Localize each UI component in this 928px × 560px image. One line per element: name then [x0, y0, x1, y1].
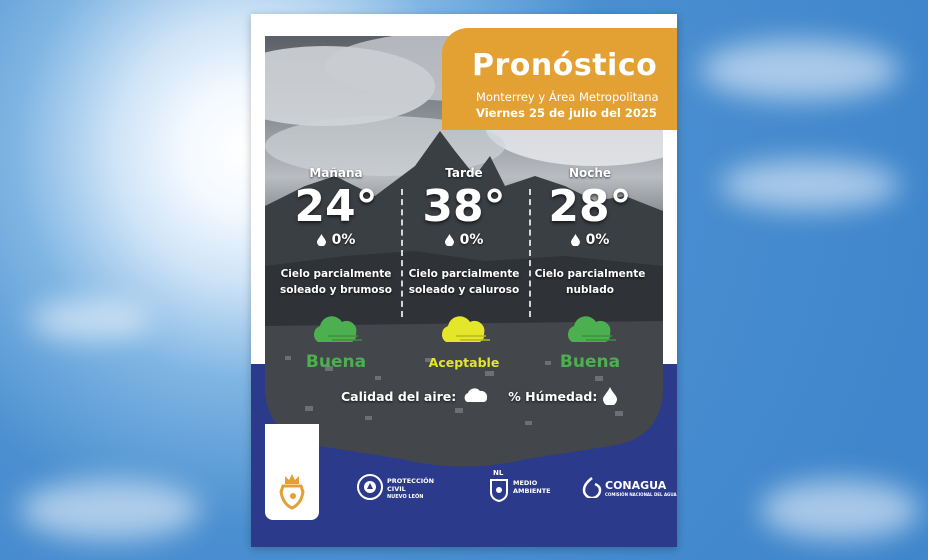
medio-ambiente-shield-icon [490, 478, 508, 502]
water-drop-icon [445, 234, 454, 246]
poster-date: Viernes 25 de julio del 2025 [476, 106, 657, 120]
rain-value: 0% [459, 232, 484, 248]
header-box [442, 28, 677, 130]
proteccion-civil-logo-icon [357, 474, 383, 500]
description-line: Cielo parcialmente [408, 268, 520, 280]
logo-text-line: CIVIL [387, 485, 406, 493]
period-description [271, 266, 401, 298]
air-quality-label: Buena [305, 352, 367, 372]
background-cloud [30, 300, 150, 340]
legend-air-label: Calidad del aire: [341, 388, 457, 404]
period-description [399, 266, 529, 298]
period-name: Mañana [309, 166, 363, 180]
conagua-subtitle: COMISIÓN NACIONAL DEL AGUA [605, 492, 677, 497]
air-cloud-icon [562, 314, 618, 348]
background-cloud [720, 160, 900, 210]
period-column-afternoon [399, 166, 529, 298]
logo-text-line: NUEVO LEÓN [387, 494, 424, 500]
background-cloud [20, 480, 200, 540]
air-quality-label: Buena [559, 352, 621, 372]
air-quality-afternoon [399, 314, 529, 370]
water-drop-icon [317, 234, 326, 246]
air-quality-morning [271, 314, 401, 372]
rain-chance [271, 232, 401, 248]
air-cloud-icon [308, 314, 364, 348]
conagua-text [605, 480, 677, 498]
legend-cloud-icon [462, 387, 490, 405]
background-cloud [760, 480, 920, 540]
poster-subtitle: Monterrey y Área Metropolitana [476, 90, 659, 104]
legend-row [341, 387, 617, 405]
logo-text-line: PROTECCIÓN [387, 477, 435, 485]
conagua-title: CONAGUA [605, 479, 667, 492]
logo-text-line: AMBIENTE [513, 487, 551, 495]
period-column-morning [271, 166, 401, 298]
period-name: Noche [568, 166, 612, 180]
description-line: Cielo parcialmente [280, 268, 392, 280]
legend-humidity-label: % Húmedad: [508, 388, 598, 404]
period-name: Tarde [445, 166, 483, 180]
water-drop-icon [571, 234, 580, 246]
nl-badge: NL [493, 469, 504, 477]
period-temperature: 24° [294, 181, 378, 232]
poster-title: Pronóstico [472, 48, 658, 83]
logo-text-line: MEDIO [513, 479, 538, 487]
description-line: soleado y caluroso [408, 284, 520, 296]
description-line: Cielo parcialmente [534, 268, 646, 280]
rain-chance [525, 232, 655, 248]
conagua-logo-icon [581, 476, 603, 498]
rain-value: 0% [585, 232, 610, 248]
column-divider [401, 189, 403, 317]
description-line: soleado y brumoso [280, 284, 392, 296]
government-logo-tab [265, 424, 319, 520]
forecast-poster [251, 14, 677, 547]
rain-value: 0% [331, 232, 356, 248]
period-temperature: 38° [422, 181, 506, 232]
rain-chance [399, 232, 529, 248]
nuevo-leon-logo-icon [265, 424, 319, 520]
proteccion-civil-text [387, 477, 434, 501]
air-cloud-icon [436, 314, 492, 348]
background-cloud [700, 40, 900, 100]
column-divider [529, 189, 531, 317]
description-line: nublado [566, 284, 614, 296]
air-quality-label: Aceptable [428, 355, 500, 370]
air-quality-night [525, 314, 655, 372]
period-temperature: 28° [548, 181, 632, 232]
medio-ambiente-text [513, 479, 551, 495]
legend-drop-icon [603, 387, 617, 405]
period-column-night [525, 166, 655, 298]
period-description [525, 266, 655, 298]
